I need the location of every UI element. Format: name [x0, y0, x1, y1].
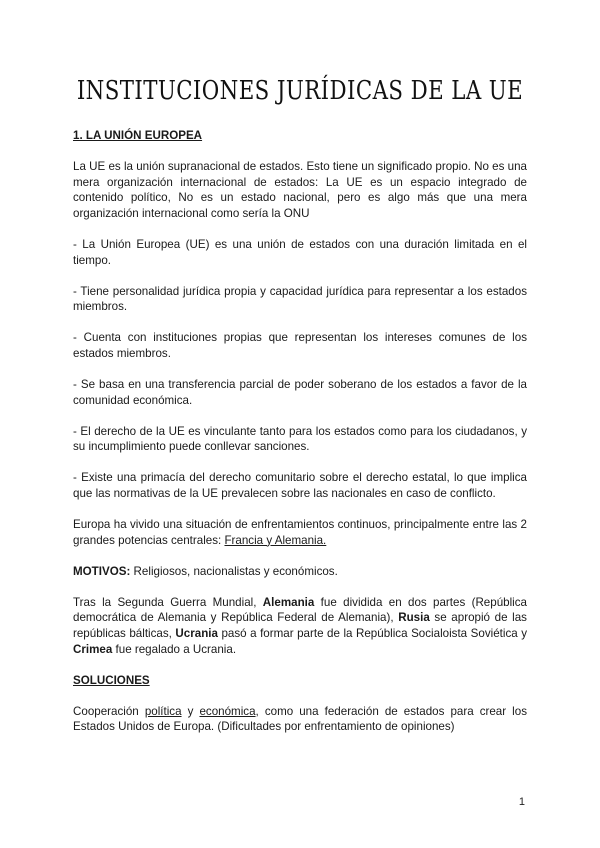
motivos-paragraph — [73, 564, 527, 580]
postwar-text: se apropió de las repúblicas bálticas, — [73, 611, 527, 641]
postwar-paragraph — [73, 595, 527, 657]
postwar-text: Tras la Segunda Guerra Mundial, — [73, 595, 263, 609]
bullet-item: - Existe una primacía del derecho comunitario sobre el derecho estatal, lo que implica que las normativas de la UE prevalecen sobre las nacionales en caso de conflicto. — [73, 471, 527, 500]
section-heading: 1. LA UNIÓN EUROPEA — [73, 129, 203, 142]
motivos-text: Religiosos, nacionalistas y económicos. — [130, 564, 338, 578]
intro-paragraph: La UE es la unión supranacional de estados. Esto tiene un significado propio. No es una mera organización internacional de estados: La UE es un espacio integrado de contenido político, No es un estado nacional, pero es algo más que una mera organización internacional como sería la ONU — [73, 160, 527, 220]
postwar-text: fue regalado a Ucrania. — [112, 642, 237, 656]
document-title: INSTITUCIONES JURÍDICAS DE LA UE — [76, 76, 524, 106]
politica-term: política — [144, 704, 182, 718]
soluciones-text: y — [181, 704, 200, 718]
rusia-term: Rusia — [398, 611, 430, 625]
postwar-text: fue dividida en dos partes (República democrática de Alemania y República Federal de Alemania), — [73, 595, 528, 625]
europe-paragraph — [73, 517, 527, 548]
soluciones-text: Cooperación — [73, 704, 145, 718]
crimea-term: Crimea — [73, 642, 113, 656]
motivos-label: MOTIVOS: — [73, 564, 131, 578]
bullet-item: - Se basa en una transferencia parcial de poder soberano de los estados a favor de la comunidad económica. — [73, 378, 527, 407]
economica-term: económica — [199, 704, 256, 718]
soluciones-text: , como una federación de estados para crear los Estados Unidos de Europa. (Dificultades por enfrentamiento de opiniones) — [73, 704, 527, 734]
powers-text: Francia y Alemania. — [224, 533, 327, 547]
page-number: 1 — [518, 796, 525, 808]
alemania-term: Alemania — [262, 595, 315, 609]
bullet-item: - Tiene personalidad jurídica propia y capacidad jurídica para representar a los estados miembros. — [73, 284, 527, 314]
bullet-item: - La Unión Europea (UE) es una unión de estados con una duración limitada en el tiempo. — [73, 237, 527, 267]
bullet-item: - Cuenta con instituciones propias que representan los intereses comunes de los estados miembros. — [73, 331, 527, 360]
postwar-text: pasó a formar parte de la República Socialoista Soviética y — [217, 627, 528, 641]
europe-text: Europa ha vivido una situación de enfrentamientos continuos, principalmente entre las 2 grandes potencias centrales: — [73, 518, 527, 547]
soluciones-heading: SOLUCIONES — [73, 673, 150, 687]
bullet-item: - El derecho de la UE es vinculante tanto para los estados como para los ciudadanos, y su incumplimiento puede conllevar sanciones. — [73, 424, 527, 454]
ucrania-term: Ucrania — [175, 627, 218, 641]
soluciones-paragraph — [73, 704, 527, 735]
document-body — [73, 128, 527, 751]
